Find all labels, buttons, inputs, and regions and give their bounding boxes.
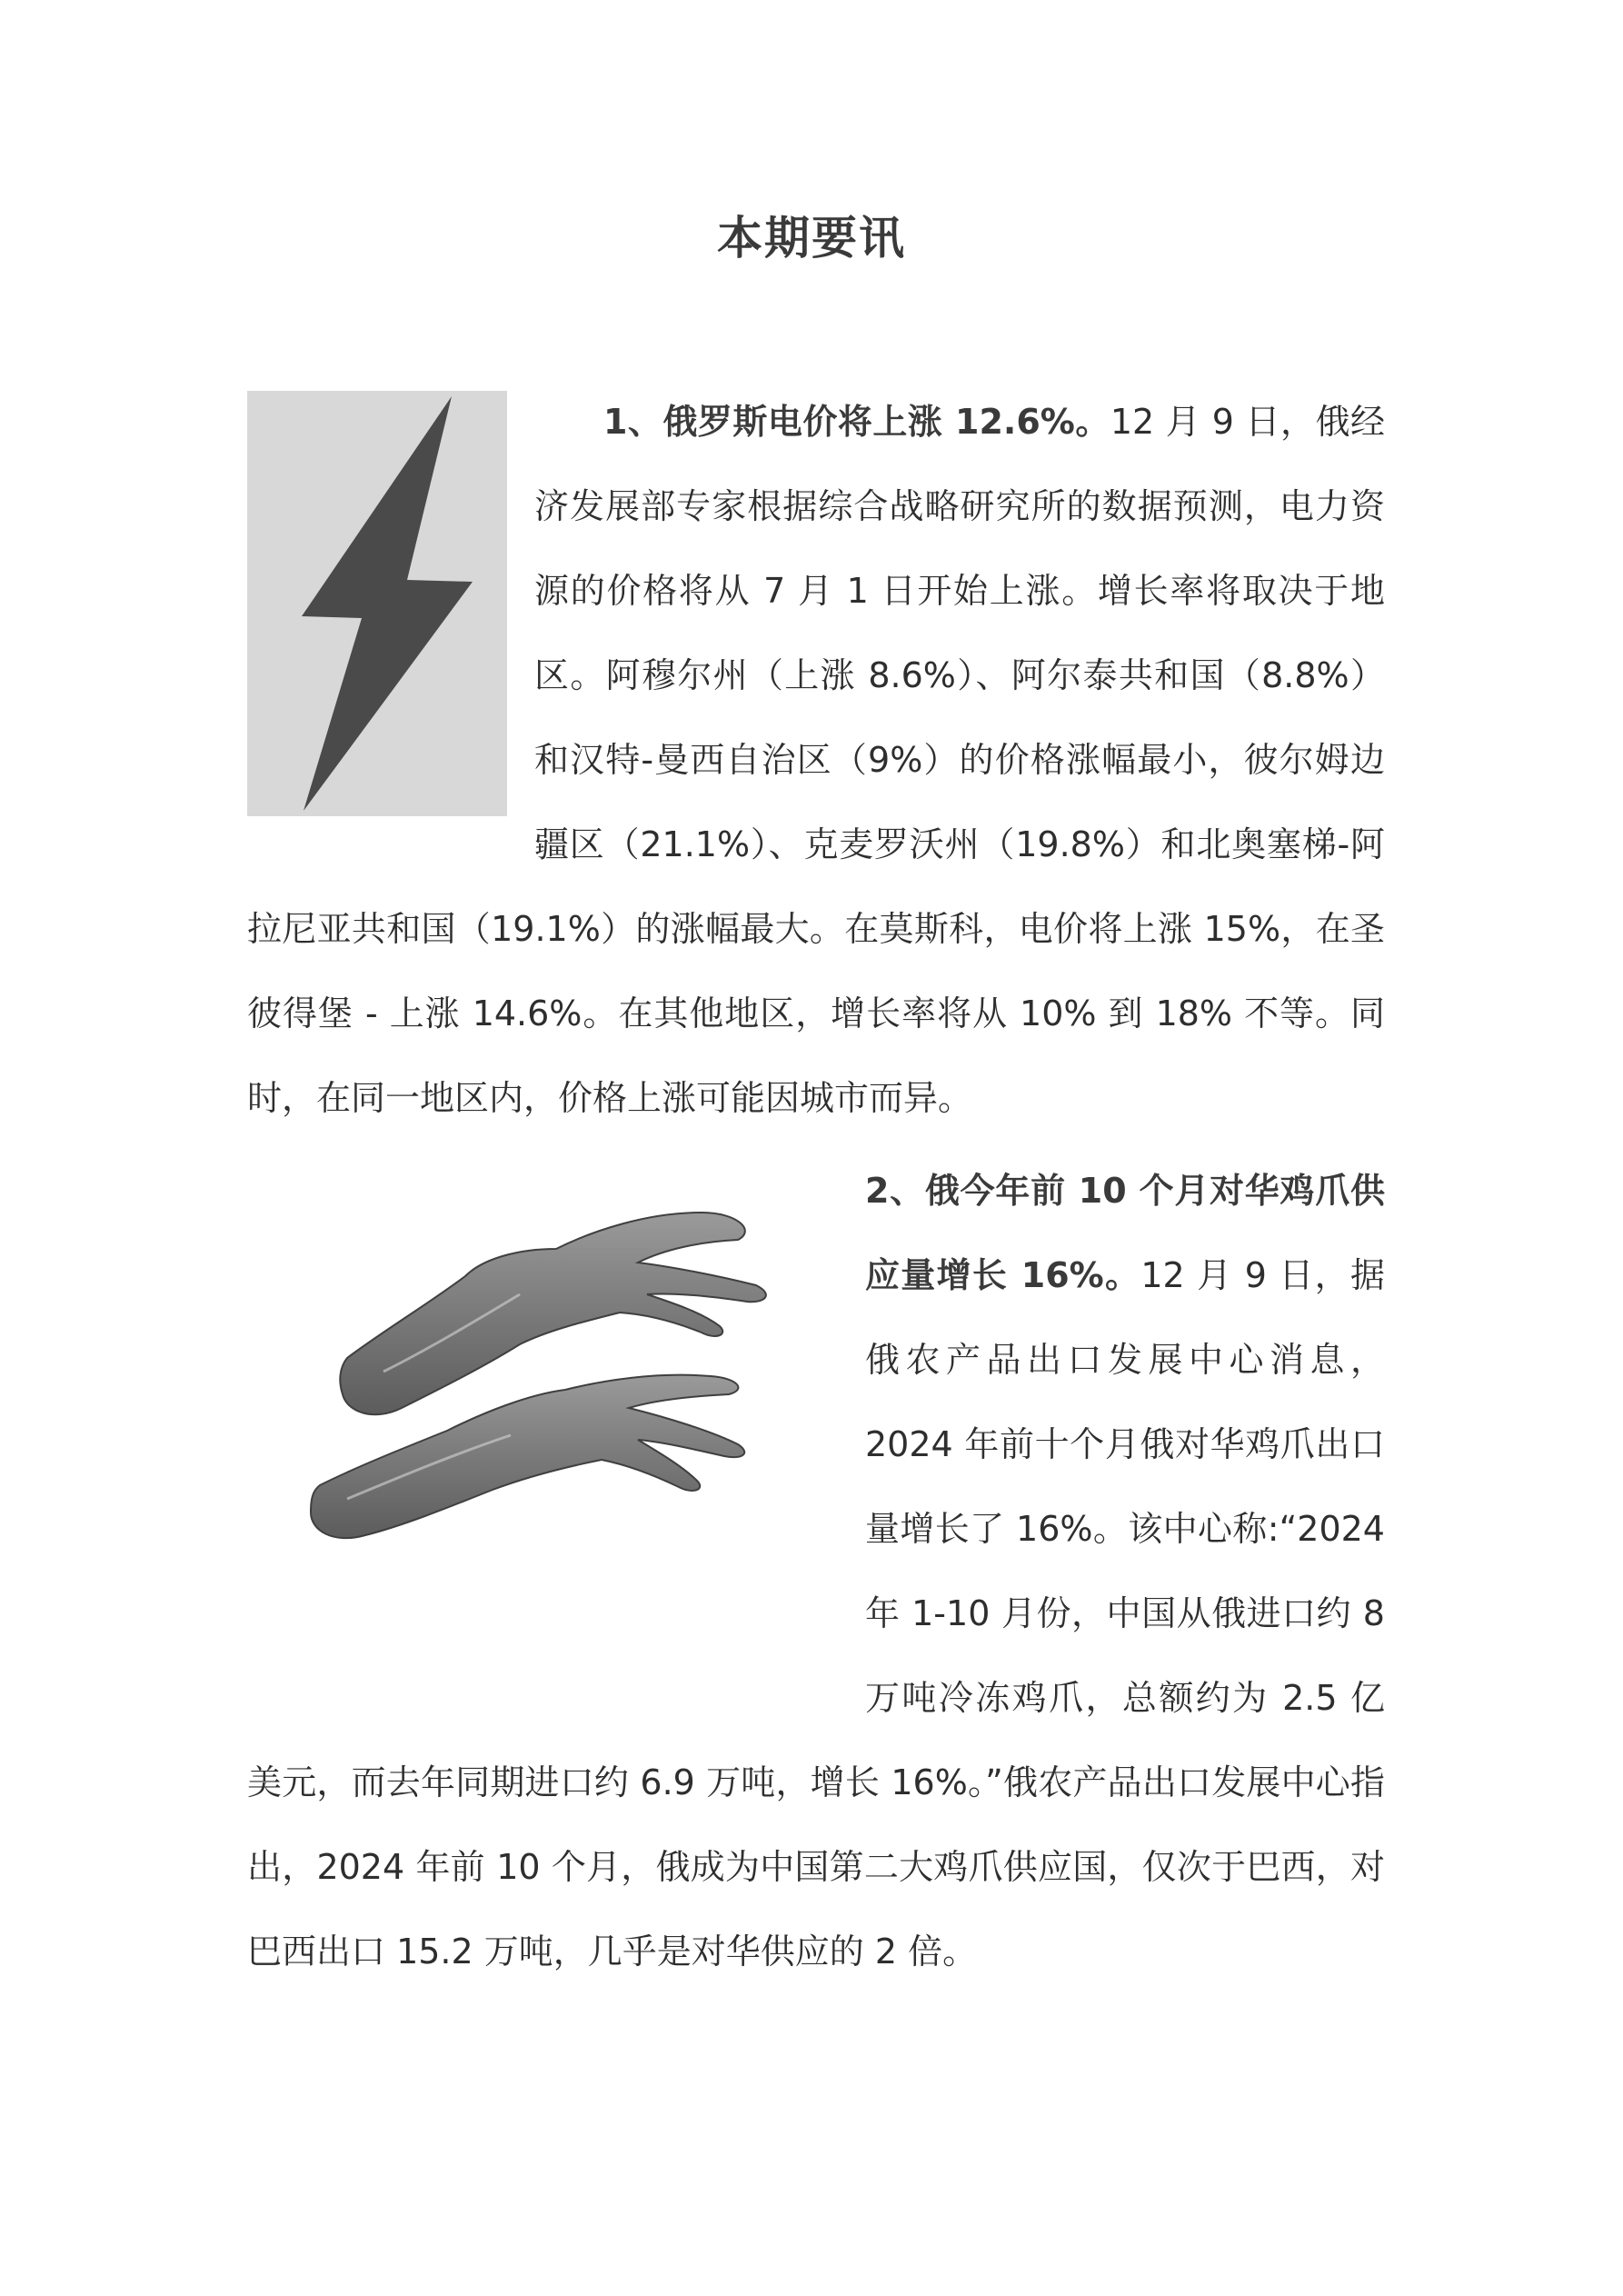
article-electricity: [247, 380, 1385, 1141]
article-chicken-feet: [247, 1149, 1385, 1994]
article-body: 12 月 9 日，据俄农产品出口发展中心消息，2024 年前十个月俄对华鸡爪出口量增长了 16%。该中心称:“2024 年 1-10 月份，中国从俄进口约 8 万吨冷冻鸡爪，总额约为 2.5 亿美元，而去年同期进口约 6.9 万吨，增长 16%。”俄农产品出口发展中心指出，2024 年前 10 个月，俄成为中国第二大鸡爪供应国，仅次于巴西，对巴西出口 15.2 万吨，几乎是对华供应的 2 倍。: [247, 1255, 1385, 1972]
article-headline: 2、俄今年前 10 个月对华鸡爪供应量增长 16%。: [865, 1171, 1385, 1295]
lightning-bolt-icon: [247, 391, 507, 816]
chicken-feet-image: [247, 1176, 847, 1649]
page-title: 本期要讯: [717, 212, 906, 265]
article-body: 12 月 9 日，俄经济发展部专家根据综合战略研究所的数据预测，电力资源的价格将从 7 月 1 日开始上涨。增长率将取决于地区。阿穆尔州（上涨 8.6%）、阿尔泰共和国（8.8%）和汉特-曼西自治区（9%）的价格涨幅最小，彼尔姆边疆区（21.1%）、克麦罗沃州（19.8%）和北奥塞梯-阿拉尼亚共和国（19.1%）的涨幅最大。在莫斯科，电价将上涨 15%，在圣彼得堡 - 上涨 14.6%。在其他地区，增长率将从 10% 到 18% 不等。同时，在同一地区内，价格上涨可能因城市而异。: [247, 402, 1385, 1118]
article-headline: 1、俄罗斯电价将上涨 12.6%。: [603, 402, 1110, 442]
